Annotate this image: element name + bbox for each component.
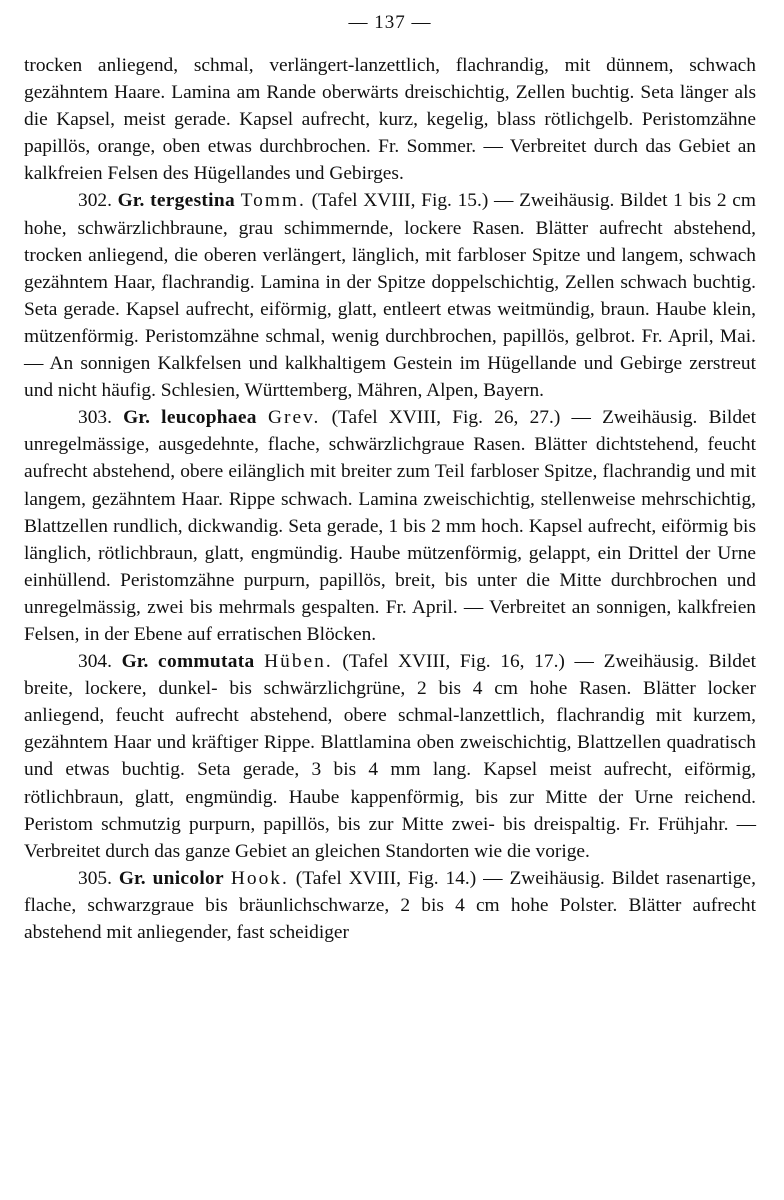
document-page xyxy=(24,8,756,946)
entry-text: (Tafel XVIII, Fig. 16, 17.) — Zweihäusig. Bildet breite, lockere, dunkel- bis schwärzlichgrüne, 2 bis 4 cm hohe Rasen. Blätter locker anliegend, feucht aufrecht abstehend, obere schmal-lanzettlich, flachrandig mit kurzem, gezähntem Haar und kräftiger Rippe. Blattlamina oben zweischichtig, Blattzellen quadratisch und etwas buchtig. Seta gerade, 3 bis 4 mm lang. Kapsel meist aufrecht, eiförmig, rötlichbraun, glatt, engmündig. Haube kappenförmig, bis zur Mitte der Urne reichend. Peristom schmutzig purpurn, papillös, bis zur Mitte zwei- bis dreispaltig. Fr. Frühjahr. — Verbreitet durch das ganze Gebiet an gleichen Standorten wie die vorige. xyxy=(24,651,756,862)
entry-number: 303. xyxy=(78,407,112,429)
entry-number: 305. xyxy=(78,867,112,889)
entry-text: (Tafel XVIII, Fig. 15.) — Zweihäusig. Bildet 1 bis 2 cm hohe, schwärzlichbraune, grau schimmernde, lockere Rasen. Blätter aufrecht abstehend, trocken anliegend, die oberen verlängert, länglich, mit farbloser Spitze und langem, schwach gezähntem Haar, flachrandig. Lamina in der Spitze doppelschichtig, Zellen schwach buchtig. Seta gerade. Kapsel aufrecht, eiförmig, glatt, entleert etwas weitmündig, braun. Haube klein, mützenförmig. Peristomzähne schmal, wenig durchbrochen, papillös, gelbrot. Fr. April, Mai. — An sonnigen Kalkfelsen und kalkhaltigem Gestein im Hügellande und Gebirge zerstreut und nicht häufig. Schlesien, Württemberg, Mähren, Alpen, Bayern. xyxy=(24,190,756,402)
entry-species: unicolor xyxy=(152,867,224,889)
entry-author: Tomm. xyxy=(240,190,306,212)
species-entry-305 xyxy=(24,865,756,946)
entry-species: leucophaea xyxy=(161,407,257,429)
entry-author: Grev. xyxy=(268,407,321,429)
entry-author: Hook. xyxy=(230,867,289,889)
entry-text: (Tafel XVIII, Fig. 26, 27.) — Zweihäusig. Bildet unregelmässige, ausgedehnte, flache, schwärzlichgraue Rasen. Blätter dichtstehend, feucht aufrecht abstehend, obere eilänglich mit breiter zum Teil farbloser Spitze, flachrandig und mit langem, gezähntem Haar. Rippe schwach. Lamina zweischichtig, stellenweise mehrschichtig, Blattzellen rundlich, dickwandig. Seta gerade, 1 bis 2 mm hoch. Kapsel aufrecht, eiförmig bis länglich, rötlichbraun, glatt, engmündig. Haube mützenförmig, gelappt, ein Drittel der Urne einhüllend. Peristomzähne purpurn, papillös, breit, bis unter die Mitte durchbrochen und unregelmässig, zwei bis mehrmals gespalten. Fr. April. — Verbreitet an sonnigen, kalkfreien Felsen, in der Ebene auf erratischen Blöcken. xyxy=(24,407,757,645)
entry-species: tergestina xyxy=(150,190,235,212)
entry-text: (Tafel XVIII, Fig. 14.) — Zweihäusig. Bildet rasenartige, flache, schwarzgraue bis bräunlichschwarze, 2 bis 4 cm hohe Polster. Blätter aufrecht abstehend mit anliegender, fast scheidiger xyxy=(24,867,756,943)
intro-paragraph: trocken anliegend, schmal, verlängert-lanzettlich, flachrandig, mit dünnem, schwach gezähntem Haare. Lamina am Rande oberwärts dreischichtig, Zellen buchtig. Seta länger als die Kapsel, meist gerade. Kapsel aufrecht, kurz, kegelig, blass rötlichgelb. Peristomzähne papillös, orange, oben etwas durchbrochen. Fr. Sommer. — Verbreitet durch das Gebiet an kalkfreien Felsen des Hügellandes und Gebirges. xyxy=(24,55,756,185)
entry-number: 302. xyxy=(78,190,112,212)
entry-species: commutata xyxy=(158,651,255,673)
species-entry-304 xyxy=(24,648,756,865)
entry-genus: Gr. xyxy=(123,407,150,429)
species-entry-302 xyxy=(24,187,756,404)
entry-genus: Gr. xyxy=(121,651,149,673)
entry-genus: Gr. xyxy=(118,867,146,889)
species-entry-303 xyxy=(24,404,756,648)
entry-number: 304. xyxy=(78,651,112,673)
entry-author: Hüben. xyxy=(264,651,333,673)
entry-genus: Gr. xyxy=(117,190,145,212)
page-number: — 137 — xyxy=(348,12,432,33)
body-text xyxy=(24,52,756,946)
